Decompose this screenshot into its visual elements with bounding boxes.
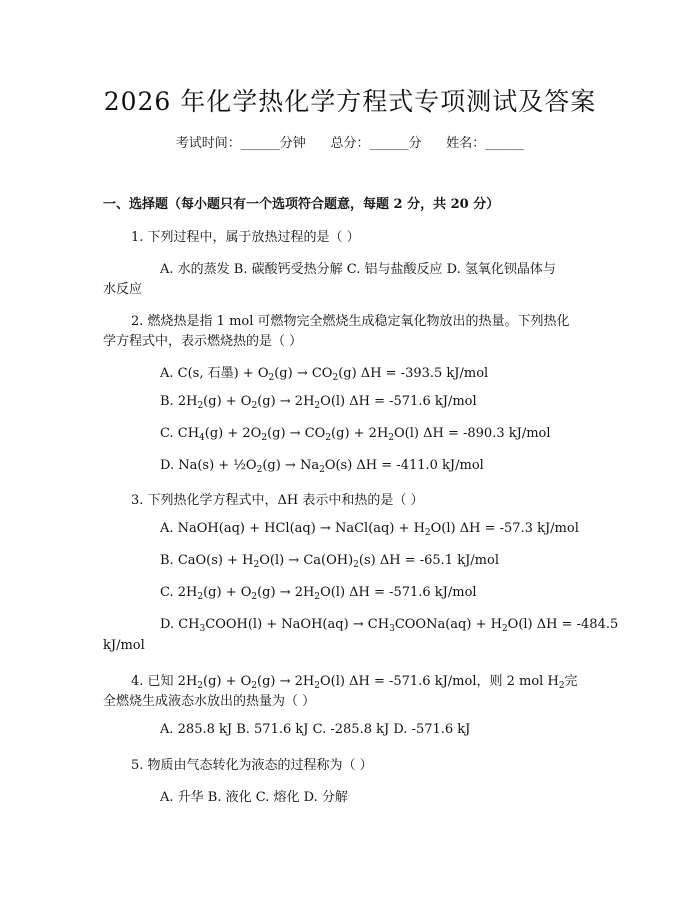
subscript: 2	[251, 592, 258, 602]
question-3-stem: 3. 下列热化学方程式中，ΔH 表示中和热的是（ ）	[131, 493, 424, 508]
question-2-stem-cont: 学方程式中，表示燃烧热的是（ ）	[103, 334, 303, 349]
question-4-stem: 4. 已知 $2H_2(g) + O_2(g) \to 2H_2O(l) \Delta H = -571.6$ kJ/mol，则 2 mol $H_2$完	[131, 674, 578, 691]
subscript: 2	[501, 624, 508, 634]
question-2-option-c: C. $CH_4(g) + 2O_2(g) \to CO_2(g) + 2H_2O(l) \Delta H = -890.3$ kJ/mol	[160, 426, 551, 443]
subscript: 3	[199, 624, 206, 634]
question-2-option-d: D. $Na(s) + \frac{1}{2}O_2(g) \to Na_2O(s) \Delta H = -411.0$ kJ/mol	[160, 458, 484, 475]
question-2-option-b: B. $2H_2(g) + O_2(g) \to 2H_2O(l) \Delta H = -571.6$ kJ/mol	[160, 394, 477, 411]
question-3-option-d-cont: kJ/mol	[103, 638, 145, 653]
question-2-option-a: A. C(s, 石墨) + $O_2(g) \to CO_2(g) \Delta H = -393.5$ kJ/mol	[160, 366, 489, 383]
question-3-option-c: C. $2H_2(g) + O_2(g) \to 2H_2O(l) \Delta H = -571.6$ kJ/mol	[160, 585, 477, 602]
question-4-stem-cont: 全燃烧生成液态水放出的热量为（ ）	[103, 694, 316, 709]
question-4-options: A. 285.8 kJ B. 571.6 kJ C. -285.8 kJ D. -571.6 kJ	[160, 722, 471, 737]
question-2-stem: 2. 燃烧热是指 1 mol 可燃物完全燃烧生成稳定氧化物放出的热量。下列热化	[131, 314, 570, 329]
question-5-options: A. 升华 B. 液化 C. 熔化 D. 分解	[160, 790, 348, 805]
subscript: 2	[251, 681, 258, 691]
question-1-options-cont: 水反应	[103, 282, 143, 297]
question-5-stem: 5. 物质由气态转化为液态的过程称为（ ）	[131, 758, 373, 773]
subscript: 2	[197, 592, 204, 602]
subscript: 2	[268, 373, 275, 383]
subscript: 2	[558, 681, 565, 691]
exam-info-line: 考试时间：______分钟 总分：______分 姓名：______	[175, 136, 525, 151]
subscript: 2	[332, 373, 339, 383]
subscript: 2	[314, 401, 321, 411]
subscript: 2	[197, 401, 204, 411]
subscript: 3	[389, 624, 395, 634]
subscript: 2	[314, 592, 321, 602]
section-heading-choice: 一、选择题（每小题只有一个选项符合题意，每题 2 分，共 20 分）	[103, 197, 500, 212]
subscript: 2	[197, 681, 204, 691]
page-title: 2026 年化学热化学方程式专项测试及答案	[103, 87, 597, 116]
subscript: 2	[251, 401, 258, 411]
question-3-option-d: D. $CH_3COOH(l)$ + NaOH(aq) → $CH_3COONa(aq) + H_2O(l) \Delta H = -484.5$	[160, 617, 619, 634]
subscript: 2	[314, 681, 320, 691]
subscript: 2	[319, 465, 325, 475]
question-3-option-a: A. NaOH(aq) + HCl(aq) → NaCl(aq) + $H_2O(l) \Delta H = -57.3$ kJ/mol	[160, 521, 579, 538]
question-1-stem: 1. 下列过程中，属于放热过程的是（ ）	[131, 230, 360, 245]
question-1-options: A. 水的蒸发 B. 碳酸钙受热分解 C. 铝与盐酸反应 D. 氢氧化钡晶体与	[160, 262, 556, 277]
subscript: 2	[424, 528, 431, 538]
subscript: 2	[261, 433, 268, 443]
subscript: 4	[199, 433, 205, 443]
subscript: 2	[256, 465, 263, 475]
subscript: 2	[325, 433, 332, 443]
subscript: 2	[253, 560, 260, 570]
subscript: 2	[388, 433, 395, 443]
subscript: 2	[353, 560, 359, 570]
question-3-option-b: B. $CaO(s) + H_2O(l) \to Ca(OH)_2(s) \Delta H = -65.1$ kJ/mol	[160, 553, 499, 570]
